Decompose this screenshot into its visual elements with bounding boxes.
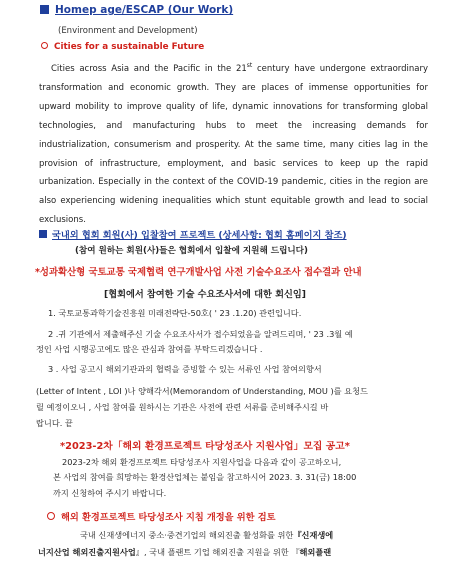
notice-item-1: 1. 국토교통과학기술진흥원 미래전략단-50호( ' 23 .1.20) 관련입니다.: [48, 308, 302, 318]
review-line-2: 너지산업 해외진출지원사업』, 국내 플랜트 기업 해외진출 지원을 위한 『해외플랜: [38, 547, 332, 557]
announcement-line-1: 2023-2차 해외 환경프로젝트 타당성조사 지원사업을 다음과 같이 공고하오니,: [62, 457, 342, 467]
announcement-line-2: 본 사업의 참여를 희망하는 환경산업체는 붙임을 참고하시어 2023. 3. 31(금) 18:00: [53, 472, 357, 482]
notice-item-3-line4: 랍니다. 끝: [36, 418, 73, 428]
article-paragraph: Cities across Asia and the Pacific in the 21st century have undergone extraordinary transformation and economic growth. They are places of immense opportunities for upward mobility to improve quality of life, dynamic innovations for transforming global technologies, and manufacturing hubs to meet the increasing demands for industrialization, consumerism and prosperity. At the same time, many cities lag in the provision of infrastructure, employment, and basic services to keep up the rapid urbanization. Especially in the context of the COVID-19 pandemic, cities in the region are also experiencing widening inequalities which stunt equitable growth and lead to social exclusions.: [39, 62, 429, 226]
subtitle: (Environment and Development): [58, 26, 198, 36]
notice-item-2-line1: 2 .귀 기관에서 제출해주신 기술 수요조사서가 접수되었음을 알려드리며, ' 23 .3월 예: [48, 329, 353, 339]
subsection-heading: Cities for a sustainable Future: [41, 42, 204, 52]
review-heading: 해외 환경프로젝트 타당성조사 지침 개정을 위한 검토: [47, 509, 275, 523]
korean-section-heading: 국내외 협회 회원(사) 입찰참여 프로젝트 (상세사항: 협회 홈페이지 참조): [39, 227, 347, 241]
notice-title: *성과확산형 국토교통 국제협력 연구개발사업 사전 기술수요조사 접수결과 안내: [35, 267, 362, 278]
review-line-1: 국내 신재생에너지 중소·중견기업의 해외진출 활성화를 위한『신재생에: [80, 530, 334, 540]
announcement-title: *2023-2차「해외 환경프로젝트 타당성조사 지원사업」모집 공고*: [60, 441, 350, 452]
notice-subtitle: [협회에서 참여한 기술 수요조사서에 대한 회신임]: [104, 289, 306, 300]
korean-note: (참여 원하는 회원(사)들은 협회에서 입찰에 지원해 드립니다): [75, 246, 308, 256]
circle-bullet-icon: [47, 512, 55, 520]
square-bullet-icon: [40, 5, 49, 14]
notice-item-2-line2: 정인 사업 시행공고에도 많은 관심과 참여를 부탁드리겠습니다 .: [36, 344, 263, 354]
circle-bullet-icon: [41, 42, 48, 49]
notice-item-3-line1: 3 . 사업 공고시 해외기관과의 협력을 증빙할 수 있는 서류인 사업 참여의향서: [48, 364, 322, 374]
notice-item-3-line3: 릴 예정이오니 , 사업 참여를 원하시는 기관은 사전에 관련 서류를 준비해주시길 바: [36, 402, 329, 412]
announcement-line-3: 까지 신청하여 주시기 바랍니다.: [53, 488, 167, 498]
square-bullet-icon: [39, 230, 47, 238]
section-heading-escap: Homep age/ESCAP (Our Work): [40, 4, 233, 16]
notice-item-3-line2: (Letter of Intent , LOI )나 양해각서(Memorandom of Understanding, MOU )를 요청드: [36, 386, 368, 396]
